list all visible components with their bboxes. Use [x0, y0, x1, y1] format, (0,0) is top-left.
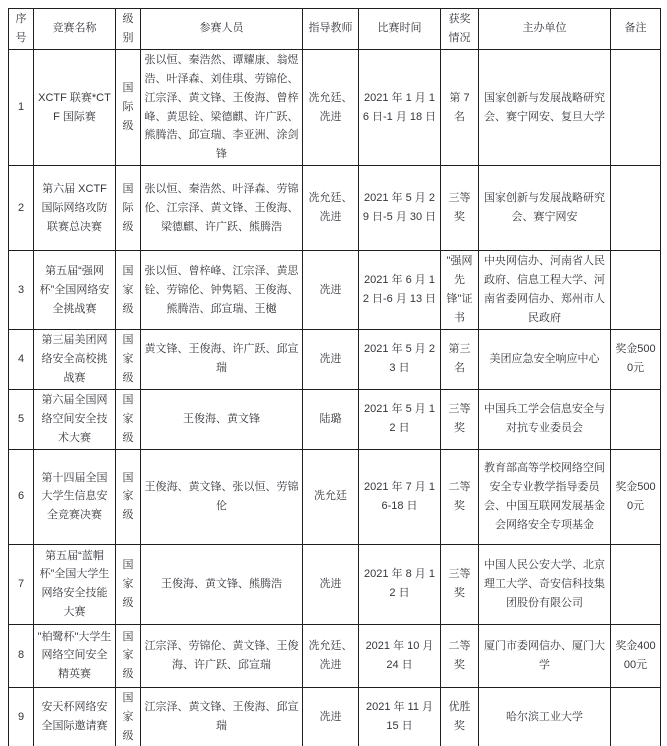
table-row	[9, 329, 661, 389]
table-row	[9, 687, 661, 746]
cell-level: 国家级	[116, 389, 141, 449]
cell-participants: 张以恒、秦浩然、谭耀康、翁煜浩、叶泽森、刘佳琪、劳锦伦、江宗泽、黄文锋、王俊海、曾梓峰、黄思铨、梁德麒、许广跃、熊腾浩、邱宣瑞、李亚洲、涂剑锋	[141, 49, 303, 165]
cell-competition-name: 第五届“强网杯”全国网络安全挑战赛	[34, 251, 116, 330]
cell-advisors: 冼进	[303, 687, 359, 746]
cell-advisors: 冼进	[303, 251, 359, 330]
col-header-award: 获奖情况	[441, 9, 479, 50]
table-row	[9, 389, 661, 449]
cell-level: 国家级	[116, 449, 141, 544]
cell-advisors: 陆璐	[303, 389, 359, 449]
cell-level: 国家级	[116, 687, 141, 746]
cell-time: 2021 年 6 月 12 日-6 月 13 日	[359, 251, 441, 330]
cell-award: 三等奖	[441, 544, 479, 624]
cell-award: 第三名	[441, 329, 479, 389]
cell-level: 国际级	[116, 166, 141, 251]
cell-number: 7	[9, 544, 34, 624]
cell-advisors: 冼进	[303, 329, 359, 389]
cell-time: 2021 年 10 月 24 日	[359, 624, 441, 687]
cell-participants: 江宗泽、劳锦伦、黄文锋、王俊海、许广跃、邱宣瑞	[141, 624, 303, 687]
cell-organizer: 国家创新与发展战略研究会、赛宁网安、复旦大学	[479, 49, 611, 165]
cell-organizer: 中央网信办、河南省人民政府、信息工程大学、河南省委网信办、郑州市人民政府	[479, 251, 611, 330]
cell-level: 国家级	[116, 624, 141, 687]
cell-organizer: 中国人民公安大学、北京理工大学、奇安信科技集团股份有限公司	[479, 544, 611, 624]
cell-competition-name: 安天杯网络安全国际邀请赛	[34, 687, 116, 746]
col-header-number: 序号	[9, 9, 34, 50]
cell-level: 国家级	[116, 544, 141, 624]
cell-time: 2021 年 8 月 12 日	[359, 544, 441, 624]
cell-number: 4	[9, 329, 34, 389]
cell-organizer: 国家创新与发展战略研究会、赛宁网安	[479, 166, 611, 251]
table-row	[9, 624, 661, 687]
cell-number: 1	[9, 49, 34, 165]
cell-advisors: 冼允廷、冼进	[303, 166, 359, 251]
cell-organizer: 哈尔滨工业大学	[479, 687, 611, 746]
cell-number: 3	[9, 251, 34, 330]
awards-table	[8, 8, 661, 746]
cell-level: 国际级	[116, 49, 141, 165]
cell-participants: 江宗泽、黄文锋、王俊海、邱宣瑞	[141, 687, 303, 746]
cell-award: 三等奖	[441, 389, 479, 449]
cell-award: 三等奖	[441, 166, 479, 251]
cell-remark: 奖金5000元	[611, 449, 661, 544]
col-header-participants: 参赛人员	[141, 9, 303, 50]
table-row	[9, 544, 661, 624]
cell-organizer: 教育部高等学校网络空间安全专业教学指导委员会、中国互联网发展基金会网络安全专项基金	[479, 449, 611, 544]
cell-level: 国家级	[116, 251, 141, 330]
cell-competition-name: 第十四届全国大学生信息安全竞赛决赛	[34, 449, 116, 544]
cell-participants: 王俊海、黄文锋	[141, 389, 303, 449]
cell-number: 2	[9, 166, 34, 251]
cell-competition-name: 第三届美团网络安全高校挑战赛	[34, 329, 116, 389]
cell-number: 8	[9, 624, 34, 687]
cell-award: 第 7 名	[441, 49, 479, 165]
cell-advisors: 冼进	[303, 544, 359, 624]
cell-competition-name: XCTF 联赛*CTF 国际赛	[34, 49, 116, 165]
cell-number: 6	[9, 449, 34, 544]
table-row	[9, 449, 661, 544]
cell-level: 国家级	[116, 329, 141, 389]
cell-time: 2021 年 5 月 23 日	[359, 329, 441, 389]
col-header-time: 比赛时间	[359, 9, 441, 50]
cell-participants: 张以恒、秦浩然、叶泽森、劳锦伦、江宗泽、黄文锋、王俊海、梁德麒、许广跃、熊腾浩	[141, 166, 303, 251]
cell-remark	[611, 389, 661, 449]
cell-remark	[611, 251, 661, 330]
cell-remark	[611, 166, 661, 251]
col-header-organizer: 主办单位	[479, 9, 611, 50]
cell-time: 2021 年 7 月 16-18 日	[359, 449, 441, 544]
cell-competition-name: 第六届 XCTF 国际网络攻防联赛总决赛	[34, 166, 116, 251]
cell-participants: 王俊海、黄文锋、张以恒、劳锦伦	[141, 449, 303, 544]
cell-time: 2021 年 1 月 16 日-1 月 18 日	[359, 49, 441, 165]
cell-award: 二等奖	[441, 449, 479, 544]
cell-participants: 王俊海、黄文锋、熊腾浩	[141, 544, 303, 624]
header-row	[9, 9, 661, 50]
cell-participants: 黄文锋、王俊海、许广跃、邱宣瑞	[141, 329, 303, 389]
cell-organizer: 厦门市委网信办、厦门大学	[479, 624, 611, 687]
cell-organizer: 中国兵工学会信息安全与对抗专业委员会	[479, 389, 611, 449]
table-row	[9, 49, 661, 165]
cell-remark	[611, 687, 661, 746]
cell-competition-name: "柏鹭杯"大学生网络空间安全精英赛	[34, 624, 116, 687]
col-header-remark: 备注	[611, 9, 661, 50]
cell-time: 2021 年 5 月 29 日-5 月 30 日	[359, 166, 441, 251]
col-header-level: 级别	[116, 9, 141, 50]
cell-remark	[611, 49, 661, 165]
cell-competition-name: 第六届全国网络空间安全技术大赛	[34, 389, 116, 449]
cell-number: 9	[9, 687, 34, 746]
col-header-competition-name: 竞赛名称	[34, 9, 116, 50]
cell-advisors: 冼允廷、冼进	[303, 49, 359, 165]
cell-time: 2021 年 11 月 15 日	[359, 687, 441, 746]
cell-award: 优胜奖	[441, 687, 479, 746]
cell-advisors: 冼允廷、冼进	[303, 624, 359, 687]
table-row	[9, 251, 661, 330]
table-row	[9, 166, 661, 251]
cell-award: 二等奖	[441, 624, 479, 687]
cell-participants: 张以恒、曾梓峰、江宗泽、黄思铨、劳锦伦、钟隽韬、王俊海、熊腾浩、邱宣瑞、王樾	[141, 251, 303, 330]
cell-remark	[611, 544, 661, 624]
cell-advisors: 冼允廷	[303, 449, 359, 544]
cell-time: 2021 年 5 月 12 日	[359, 389, 441, 449]
cell-remark: 奖金5000元	[611, 329, 661, 389]
cell-remark: 奖金40000元	[611, 624, 661, 687]
cell-number: 5	[9, 389, 34, 449]
cell-competition-name: 第五届“蓝帽杯”全国大学生网络安全技能大赛	[34, 544, 116, 624]
cell-organizer: 美团应急安全响应中心	[479, 329, 611, 389]
cell-award: "强网先锋"证书	[441, 251, 479, 330]
col-header-advisors: 指导教师	[303, 9, 359, 50]
